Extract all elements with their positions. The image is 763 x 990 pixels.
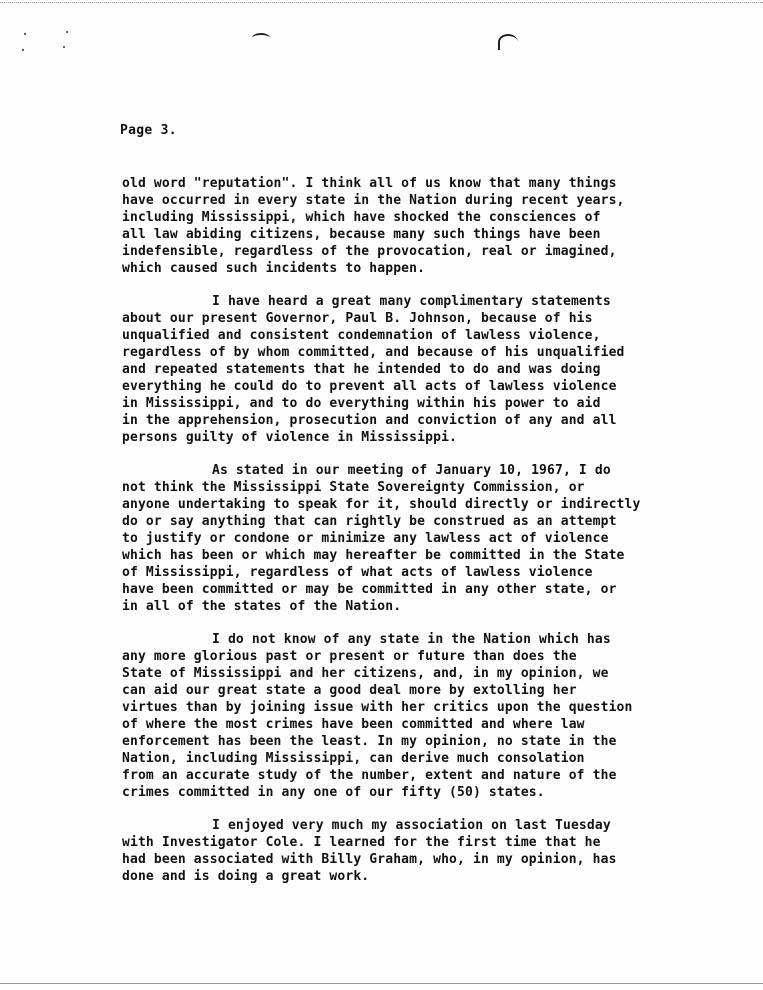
text-line: [122, 293, 722, 310]
text-line: [122, 395, 722, 412]
line-text: regardless of by whom committed, and because of his unqualified: [122, 345, 625, 360]
line-text: had been associated with Billy Graham, who, in my opinion, has: [122, 852, 617, 867]
text-line: [122, 699, 722, 716]
line-text: and repeated statements that he intended to do and was doing: [122, 362, 601, 377]
text-line: [122, 547, 722, 564]
scan-speck: [22, 49, 24, 51]
line-text: with Investigator Cole. I learned for the first time that he: [122, 835, 601, 850]
text-line: [122, 243, 722, 260]
text-line: [122, 226, 722, 243]
text-line: [122, 868, 722, 885]
letter-body: [122, 175, 722, 901]
text-line: [122, 513, 722, 530]
text-line: [122, 834, 722, 851]
line-text: including Mississippi, which have shocked the consciences of: [122, 210, 601, 225]
line-text: I have heard a great many complimentary statements: [212, 294, 611, 309]
paragraph: [122, 817, 722, 885]
line-text: unqualified and consistent condemnation of lawless violence,: [122, 328, 601, 343]
line-text: everything he could do to prevent all acts of lawless violence: [122, 379, 617, 394]
text-line: [122, 192, 722, 209]
line-text: anyone undertaking to speak for it, should directly or indirectly: [122, 497, 641, 512]
paragraph: [122, 175, 722, 277]
text-line: [122, 462, 722, 479]
line-text: As stated in our meeting of January 10, 1967, I do: [212, 463, 611, 478]
paragraph: [122, 462, 722, 615]
line-text: in the apprehension, prosecution and conviction of any and all: [122, 413, 617, 428]
line-text: State of Mississippi and her citizens, and, in my opinion, we: [122, 666, 609, 681]
text-line: [122, 733, 722, 750]
line-text: all law abiding citizens, because many such things have been: [122, 227, 601, 242]
text-line: [122, 750, 722, 767]
text-line: [122, 784, 722, 801]
line-text: Nation, including Mississippi, can derive much consolation: [122, 751, 585, 766]
scan-speck: [24, 33, 26, 35]
text-line: [122, 716, 722, 733]
text-line: [122, 361, 722, 378]
line-text: which has been or which may hereafter be committed in the State: [122, 548, 625, 563]
line-text: about our present Governor, Paul B. Johnson, because of his: [122, 311, 593, 326]
line-text: can aid our great state a good deal more by extolling her: [122, 683, 577, 698]
text-line: [122, 564, 722, 581]
text-line: [122, 598, 722, 615]
line-text: of Mississippi, regardless of what acts of lawless violence: [122, 565, 593, 580]
text-line: [122, 581, 722, 598]
text-line: [122, 412, 722, 429]
line-text: done and is doing a great work.: [122, 869, 370, 884]
text-line: [122, 378, 722, 395]
punch-hole-mark: [498, 34, 518, 50]
line-text: in all of the states of the Nation.: [122, 599, 402, 614]
text-line: [122, 429, 722, 446]
line-text: indefensible, regardless of the provocation, real or imagined,: [122, 244, 617, 259]
page-number: Page 3.: [120, 123, 177, 138]
line-text: not think the Mississippi State Sovereignty Commission, or: [122, 480, 585, 495]
text-line: [122, 648, 722, 665]
line-text: do or say anything that can rightly be construed as an attempt: [122, 514, 617, 529]
text-line: [122, 631, 722, 648]
text-line: [122, 665, 722, 682]
line-text: I enjoyed very much my association on last Tuesday: [212, 818, 611, 833]
page-bottom-edge: [0, 983, 763, 984]
text-line: [122, 310, 722, 327]
line-text: which caused such incidents to happen.: [122, 261, 426, 276]
line-text: virtues than by joining issue with her critics upon the question: [122, 700, 633, 715]
text-line: [122, 344, 722, 361]
text-line: [122, 851, 722, 868]
scan-speck: [63, 46, 65, 48]
paragraph: [122, 293, 722, 446]
line-text: any more glorious past or present or future than does the: [122, 649, 577, 664]
punch-hole-mark: [252, 33, 270, 43]
line-text: in Mississippi, and to do everything within his power to aid: [122, 396, 601, 411]
text-line: [122, 479, 722, 496]
line-text: crimes committed in any one of our fifty (50) states.: [122, 785, 545, 800]
line-text: persons guilty of violence in Mississippi.: [122, 430, 458, 445]
text-line: [122, 209, 722, 226]
text-line: [122, 682, 722, 699]
line-text: enforcement has been the least. In my opinion, no state in the: [122, 734, 617, 749]
line-text: to justify or condone or minimize any lawless act of violence: [122, 531, 609, 546]
paragraph: [122, 631, 722, 801]
line-text: have occurred in every state in the Nation during recent years,: [122, 193, 625, 208]
text-line: [122, 767, 722, 784]
line-text: old word "reputation". I think all of us know that many things: [122, 176, 617, 191]
line-text: of where the most crimes have been committed and where law: [122, 717, 585, 732]
line-text: from an accurate study of the number, extent and nature of the: [122, 768, 617, 783]
text-line: [122, 496, 722, 513]
page-top-edge: [0, 2, 763, 3]
line-text: have been committed or may be committed in any other state, or: [122, 582, 617, 597]
line-text: I do not know of any state in the Nation which has: [212, 632, 611, 647]
text-line: [122, 817, 722, 834]
text-line: [122, 530, 722, 547]
text-line: [122, 260, 722, 277]
text-line: [122, 175, 722, 192]
scan-speck: [66, 31, 68, 33]
text-line: [122, 327, 722, 344]
